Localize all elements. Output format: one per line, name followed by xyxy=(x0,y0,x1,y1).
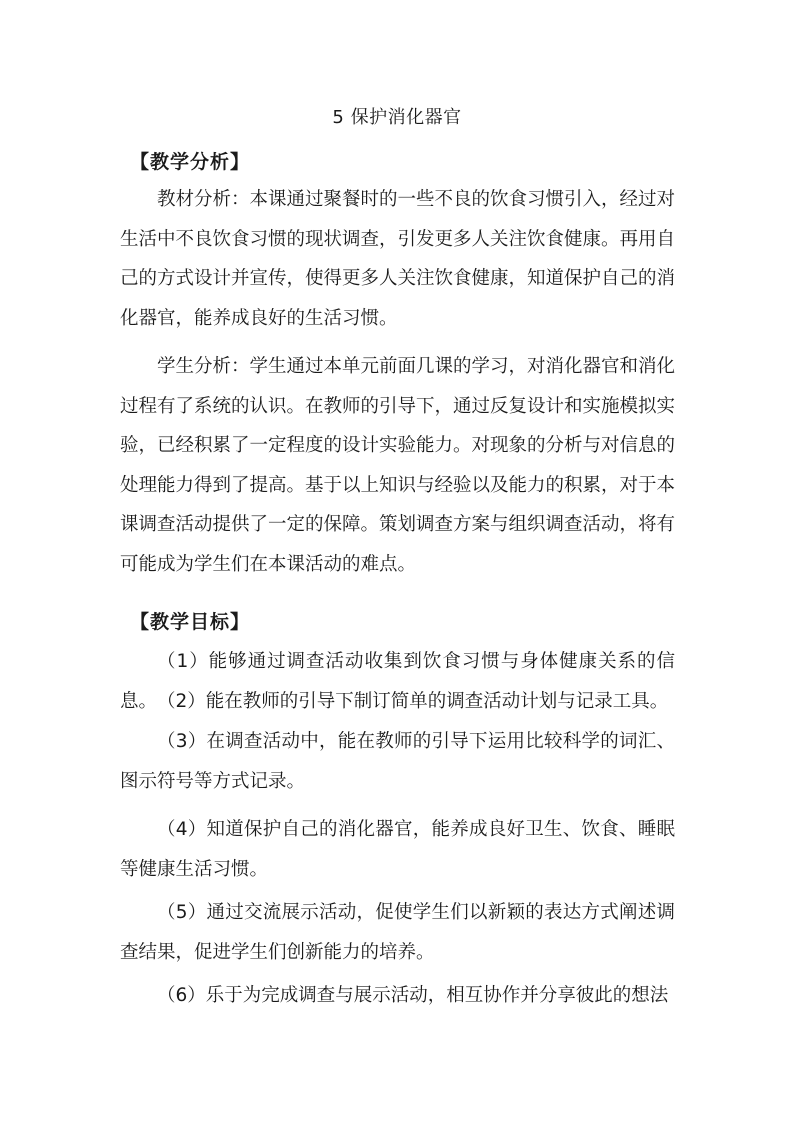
objective-item-6: （6）乐于为完成调查与展示活动，相互协作并分享彼此的想法 xyxy=(157,985,669,1006)
paragraph-material-analysis: 教材分析：本课通过聚餐时的一些不良的饮食习惯引入，经过对生活中不良饮食习惯的现状调查，引发更多人关注饮食健康。再用自己的方式设计并宣传，使得更多人关注饮食健康，知道保护自己的消化器官，能养成良好的生活习惯。 xyxy=(120,189,676,329)
section-heading-teaching-objectives: 【教学目标】 xyxy=(130,611,251,633)
objective-item-5: （5）通过交流展示活动，促使学生们以新颖的表达方式阐述调查结果，促进学生们创新能力的培养。 xyxy=(120,902,675,963)
objective-item-3: （3）在调查活动中，能在教师的引导下运用比较科学的词汇、图示符号等方式记录。 xyxy=(120,731,675,792)
section-heading-teaching-analysis: 【教学分析】 xyxy=(130,151,251,173)
objective-item-4: （4）知道保护自己的消化器官，能养成良好卫生、饮食、睡眠等健康生活习惯。 xyxy=(120,819,675,880)
page-title: 5 保护消化器官 xyxy=(332,107,462,128)
objective-item-1: （1）能够通过调查活动收集到饮食习惯与身体健康关系的信息。 xyxy=(120,651,675,712)
objective-item-2: （2）能在教师的引导下制订简单的调查活动计划与记录工具。 xyxy=(157,691,669,712)
paragraph-student-analysis: 学生分析：学生通过本单元前面几课的学习，对消化器官和消化过程有了系统的认识。在教师的引导下，通过反复设计和实施模拟实验，已经积累了一定程度的设计实验能力。对现象的分析与对信息的处理能力得到了提高。基于以上知识与经验以及能力的积累，对于本课调查活动提供了一定的保障。策划调查方案与组织调查活动，将有可能成为学生们在本课活动的难点。 xyxy=(120,356,676,575)
